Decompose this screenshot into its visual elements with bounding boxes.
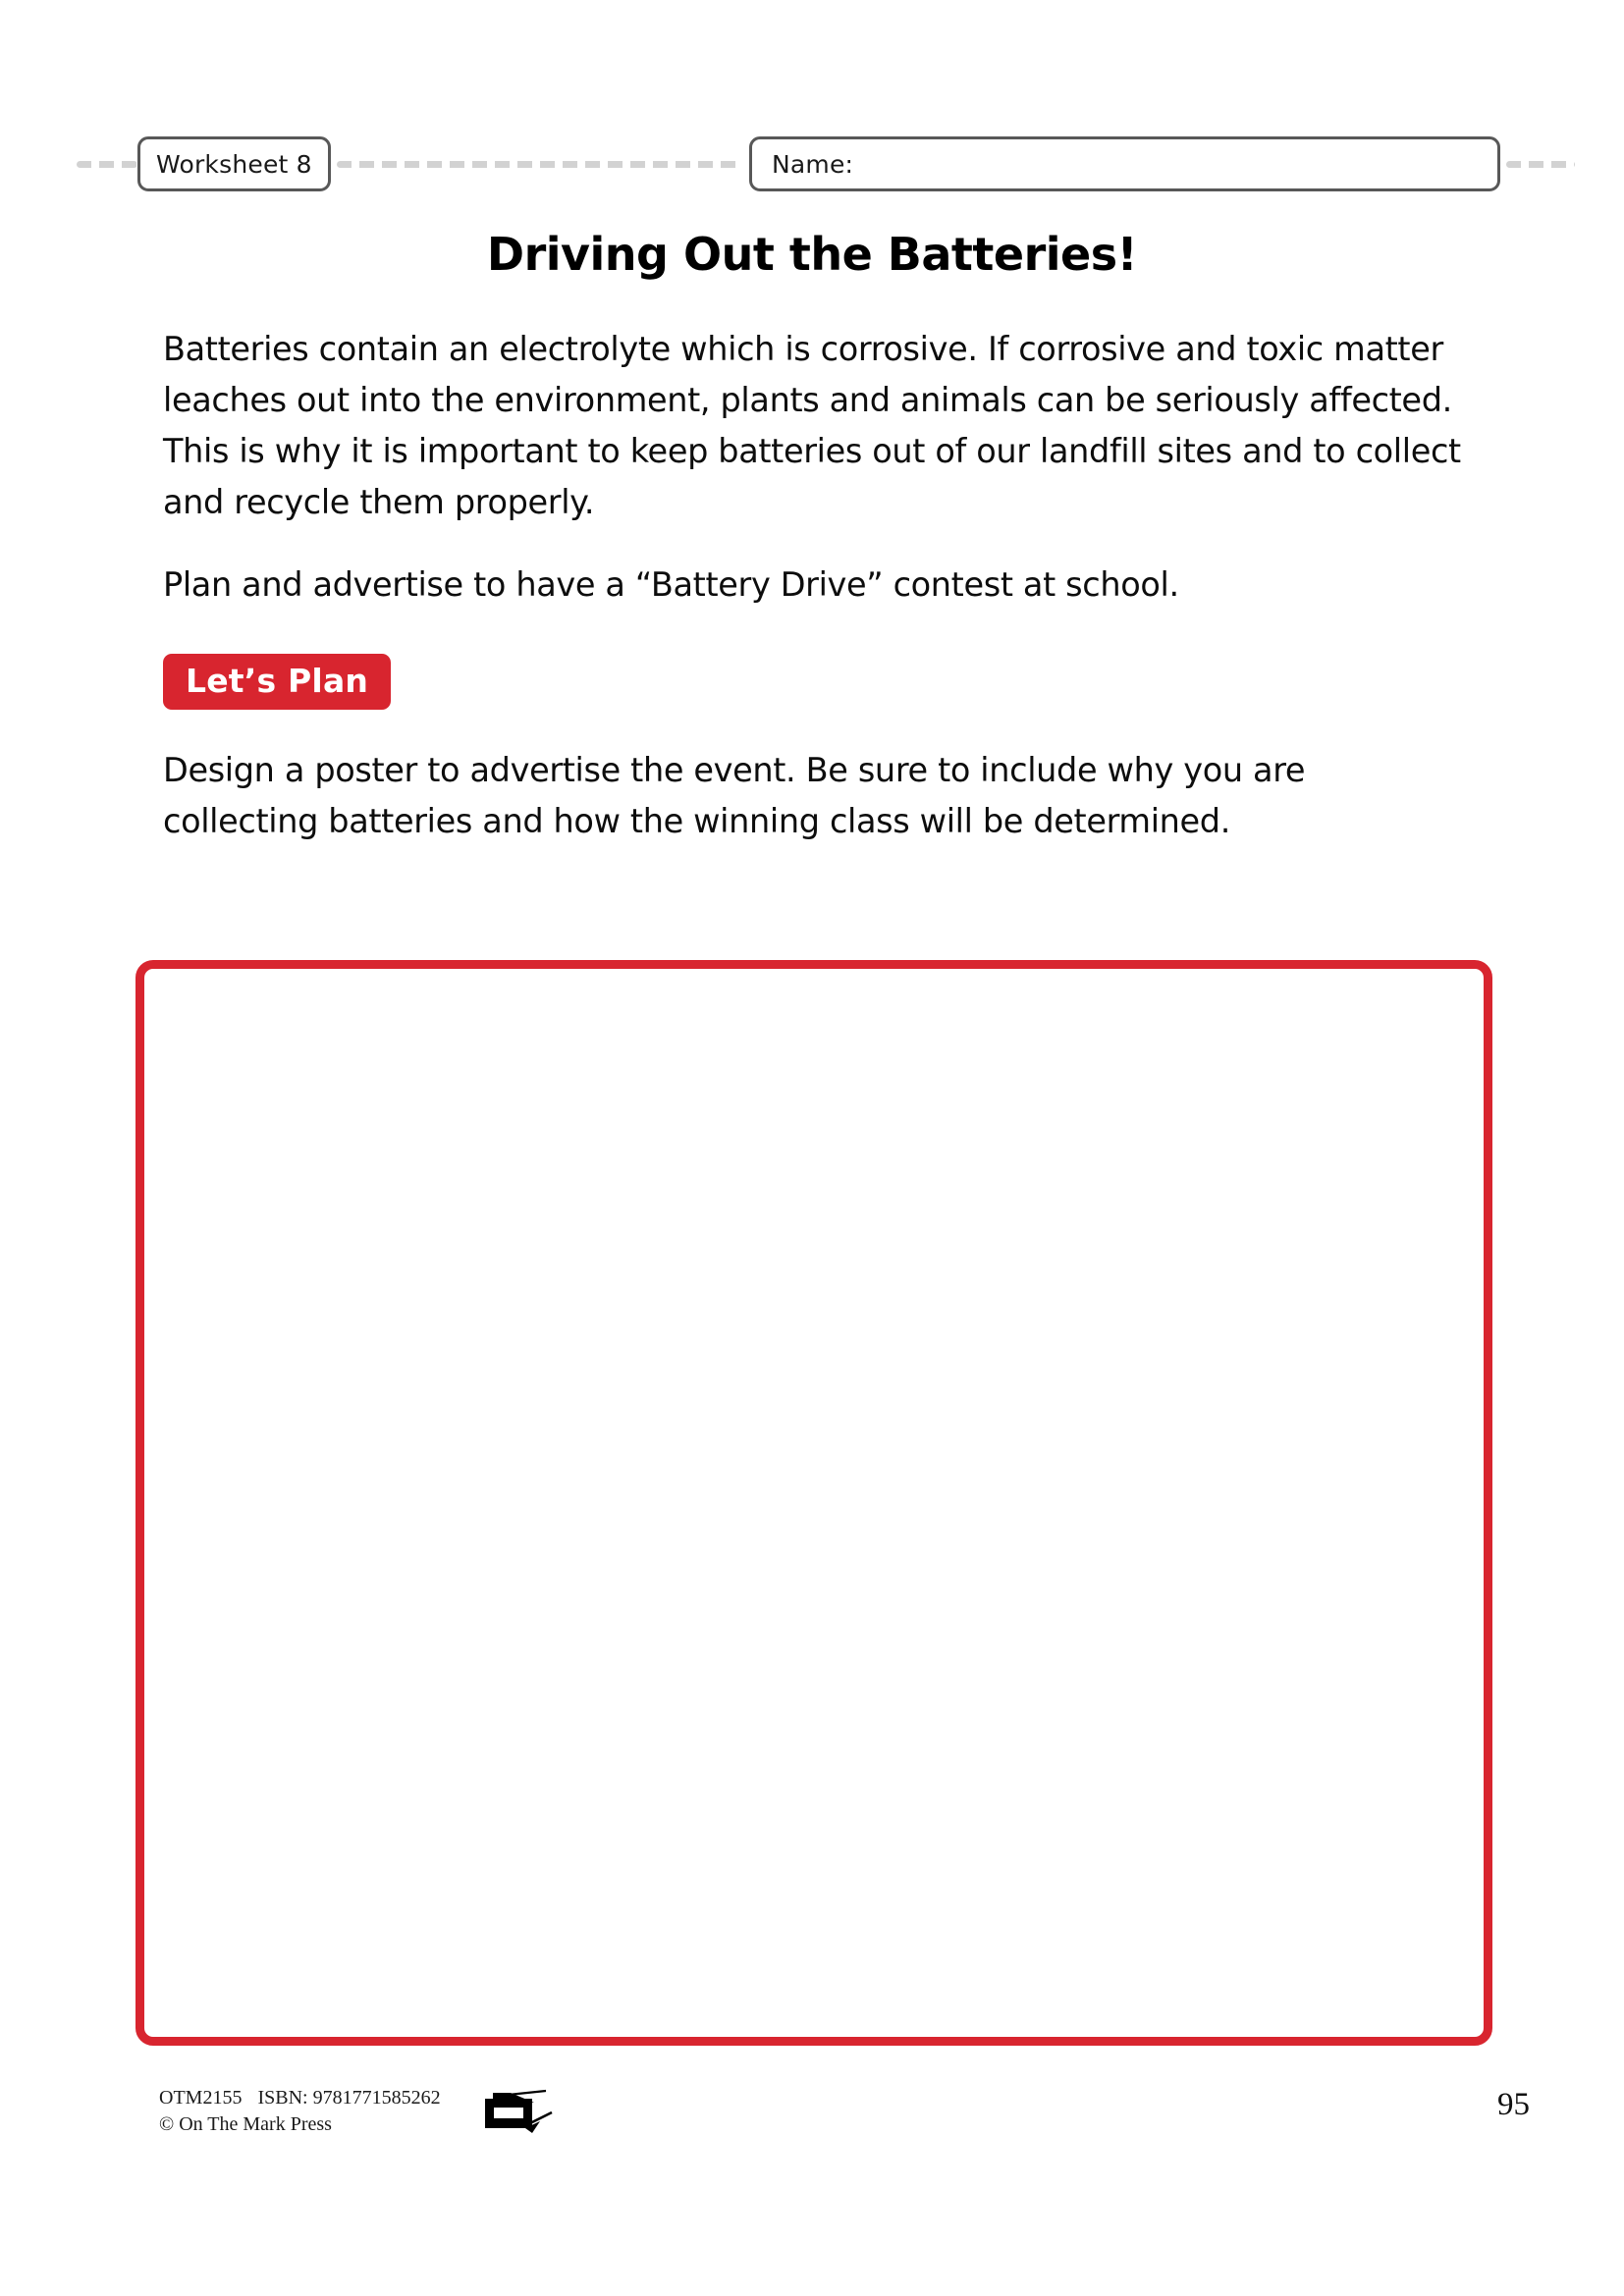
- copyright-text: © On The Mark Press: [159, 2113, 332, 2135]
- worksheet-number-box: [137, 136, 331, 191]
- name-field-box[interactable]: [749, 136, 1500, 191]
- page-footer: [0, 2085, 1624, 2163]
- instructions-paragraph: Design a poster to advertise the event. Be sure to include why you are collecting batteries and how the winning class will be determined.: [163, 751, 1306, 840]
- worksheet-header: [0, 133, 1624, 194]
- on-the-mark-press-logo-icon: [471, 2089, 562, 2134]
- intro-paragraph: Batteries contain an electrolyte which is corrosive. If corrosive and toxic matter leaches out into the environment, plants and animals can be seriously affected. This is why it is important to keep batteries out of our landfill sites and to collect and recycle them properly.: [163, 330, 1461, 521]
- worksheet-number-label: Worksheet 8: [156, 149, 312, 179]
- lets-plan-badge-wrapper: [163, 654, 1469, 710]
- lets-plan-badge: Let’s Plan: [163, 654, 391, 710]
- isbn-text: ISBN: 9781771585262: [257, 2087, 441, 2109]
- worksheet-content: [163, 324, 1469, 847]
- dashed-rule-left: [77, 161, 137, 168]
- name-field-label: Name:: [772, 149, 854, 179]
- page-title: Driving Out the Batteries!: [486, 228, 1138, 281]
- poster-drawing-area[interactable]: [135, 960, 1492, 2046]
- product-code: OTM2155: [159, 2087, 243, 2109]
- task-statement-paragraph: Plan and advertise to have a “Battery Drive” contest at school.: [163, 565, 1179, 604]
- publisher-credit: [159, 2085, 457, 2138]
- page-number: 95: [1497, 2087, 1530, 2122]
- dashed-rule-middle: [337, 161, 743, 168]
- dashed-rule-right: [1506, 161, 1575, 168]
